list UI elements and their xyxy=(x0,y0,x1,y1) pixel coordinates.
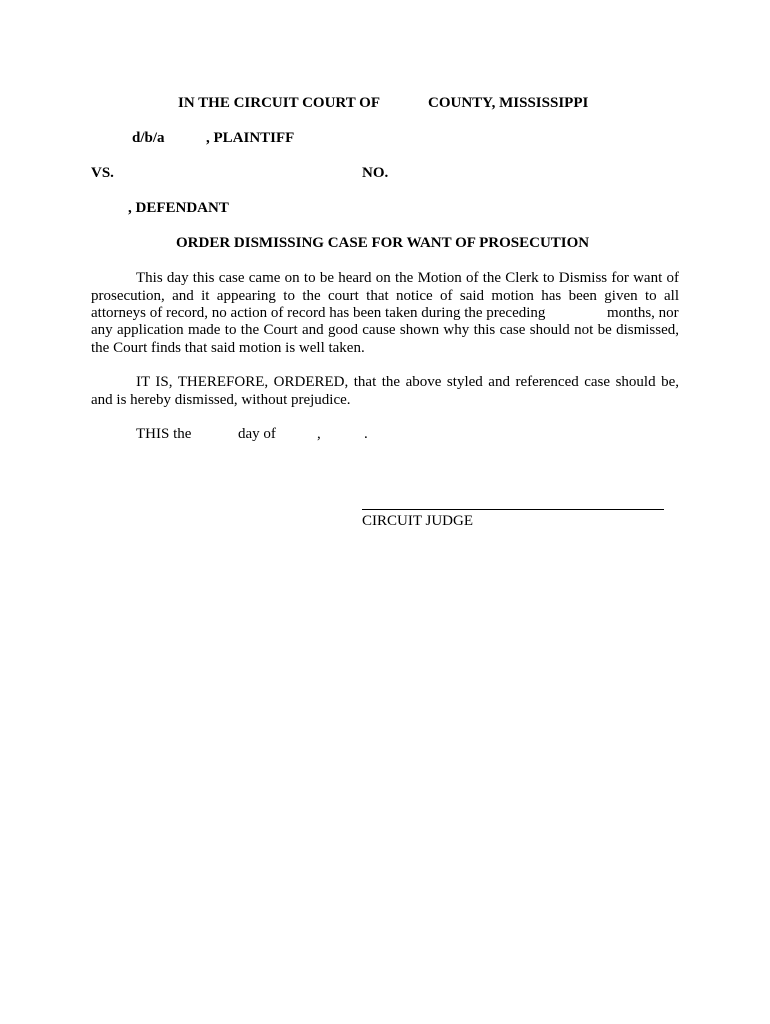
paragraph-2-line-1: IT IS, THEREFORE, ORDERED, that the above styled and referenced case should be, xyxy=(136,374,679,390)
date-day-of: day of xyxy=(238,426,276,442)
court-name-prefix: IN THE CIRCUIT COURT OF xyxy=(178,95,381,111)
signature-line xyxy=(362,509,664,510)
paragraph-1-line-3b: months, nor xyxy=(607,305,679,321)
dba-label: d/b/a xyxy=(132,130,165,146)
paragraph-1-line-3a: attorneys of record, no action of record has been taken during the preceding xyxy=(91,305,546,321)
paragraph-1-line-5: the Court finds that said motion is well taken. xyxy=(91,340,365,356)
plaintiff-label: , PLAINTIFF xyxy=(206,130,295,146)
order-title: ORDER DISMISSING CASE FOR WANT OF PROSECUTION xyxy=(176,235,590,251)
case-number-label: NO. xyxy=(362,165,389,181)
paragraph-1-line-4: any application made to the Court and good cause shown why this case should not be dismissed, xyxy=(91,322,679,338)
defendant-label: , DEFENDANT xyxy=(128,200,229,216)
date-comma: , xyxy=(317,426,321,442)
paragraph-2-line-2: and is hereby dismissed, without prejudice. xyxy=(91,392,351,408)
date-period: . xyxy=(364,426,368,442)
versus-label: VS. xyxy=(91,165,114,181)
date-this-the: THIS the xyxy=(136,426,192,442)
court-name-suffix: COUNTY, MISSISSIPPI xyxy=(428,95,589,111)
paragraph-1-line-1: This day this case came on to be heard on the Motion of the Clerk to Dismiss for want of xyxy=(136,270,679,286)
paragraph-1-line-2: prosecution, and it appearing to the court that notice of said motion has been given to all xyxy=(91,288,679,304)
circuit-judge-label: CIRCUIT JUDGE xyxy=(362,513,473,529)
